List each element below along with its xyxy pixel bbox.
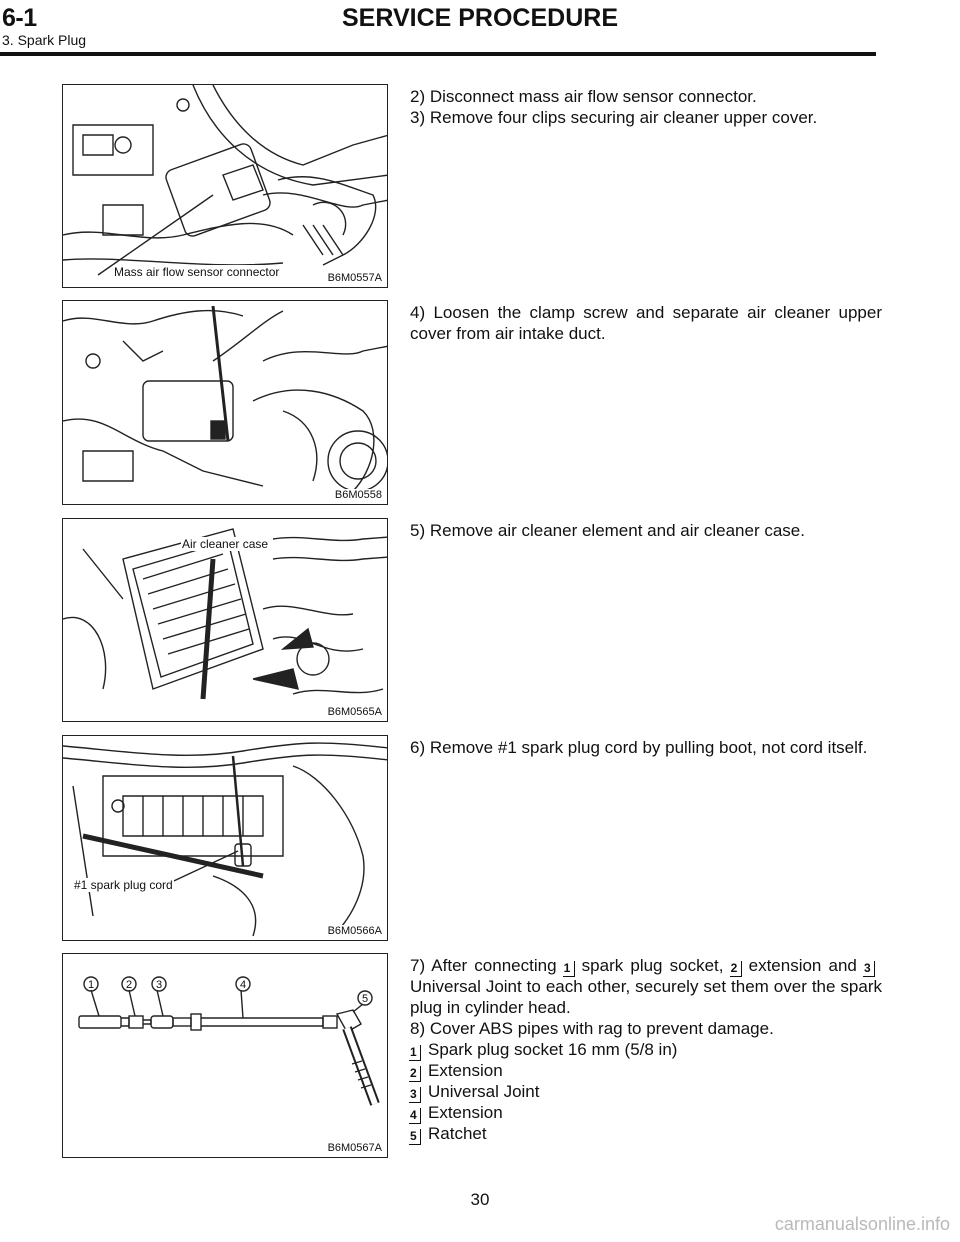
callout-number-icon: 1 bbox=[564, 961, 578, 976]
tool-label-1: 1 bbox=[87, 979, 95, 991]
tool-label-3: 3 bbox=[155, 979, 163, 991]
tool-label-5: 5 bbox=[361, 993, 369, 1005]
legend-label: Universal Joint bbox=[428, 1082, 540, 1101]
figure-air-cleaner-case bbox=[62, 518, 388, 722]
page-number: 30 bbox=[470, 1190, 490, 1209]
legend-item bbox=[410, 1123, 882, 1144]
figure-code: B6M0565A bbox=[327, 706, 382, 718]
callout-number-icon: 3 bbox=[410, 1087, 424, 1102]
legend-item bbox=[410, 1102, 882, 1123]
step-4 bbox=[410, 302, 882, 344]
legend-label: Extension bbox=[428, 1103, 503, 1122]
tool-label-4: 4 bbox=[239, 979, 247, 991]
legend-item bbox=[410, 1060, 882, 1081]
step-7-lead: 7) After connecting bbox=[410, 956, 557, 975]
figure-code: B6M0566A bbox=[327, 925, 382, 937]
step-6-text: 6) Remove #1 spark plug cord by pulling boot, not cord itself. bbox=[410, 738, 868, 757]
callout-spark-plug-cord: #1 spark plug cord bbox=[74, 878, 173, 892]
legend-item bbox=[410, 1039, 882, 1060]
step-7 bbox=[410, 955, 882, 1018]
step-8: 8) Cover ABS pipes with rag to prevent damage. bbox=[410, 1019, 774, 1038]
section-number: 6-1 bbox=[2, 4, 37, 32]
step-3: 3) Remove four clips securing air cleaner upper cover. bbox=[410, 108, 818, 127]
legend-label: Ratchet bbox=[428, 1124, 487, 1143]
steps-2-3 bbox=[410, 86, 882, 128]
engine-illustration-1 bbox=[63, 85, 388, 288]
legend-label: Spark plug socket 16 mm (5/8 in) bbox=[428, 1040, 678, 1059]
step-5 bbox=[410, 520, 882, 541]
figure-code: B6M0558 bbox=[334, 489, 382, 501]
page-title: SERVICE PROCEDURE bbox=[342, 4, 618, 32]
step-5-text: 5) Remove air cleaner element and air cleaner case. bbox=[410, 521, 805, 540]
callout-number-icon: 1 bbox=[410, 1045, 424, 1060]
callout-maf-connector: Mass air flow sensor connector bbox=[114, 265, 280, 279]
figure-code: B6M0567A bbox=[327, 1142, 382, 1154]
header-rule bbox=[0, 52, 876, 56]
callout-number-icon: 5 bbox=[410, 1129, 424, 1144]
watermark: carmanualsonline.info bbox=[774, 1214, 950, 1234]
legend-label: Extension bbox=[428, 1061, 503, 1080]
figure-maf-connector bbox=[62, 84, 388, 288]
figure-clamp-screw bbox=[62, 300, 388, 505]
step-6 bbox=[410, 737, 882, 758]
figure-tool-assembly bbox=[62, 953, 388, 1158]
step-7-text-2: extension and bbox=[748, 956, 857, 975]
callout-number-icon: 3 bbox=[864, 961, 878, 976]
callout-number-icon: 2 bbox=[731, 961, 745, 976]
figure-spark-plug-cord bbox=[62, 735, 388, 941]
callout-number-icon: 4 bbox=[410, 1108, 424, 1123]
tool-assembly-illustration bbox=[63, 954, 388, 1158]
figure-code: B6M0557A bbox=[327, 272, 382, 284]
step-7-text-1: spark plug socket, bbox=[581, 956, 724, 975]
engine-illustration-2 bbox=[63, 301, 388, 505]
step-7-text-3: Universal Joint to each other, securely set them over the spark plug in cylinder head. bbox=[410, 977, 882, 1017]
tool-label-2: 2 bbox=[125, 979, 133, 991]
engine-illustration-4 bbox=[63, 736, 388, 941]
callout-number-icon: 2 bbox=[410, 1066, 424, 1081]
legend-item bbox=[410, 1081, 882, 1102]
section-subtitle: 3. Spark Plug bbox=[2, 32, 87, 48]
step-2: 2) Disconnect mass air flow sensor connector. bbox=[410, 87, 757, 106]
steps-7-8 bbox=[410, 955, 882, 1144]
callout-air-cleaner-case: Air cleaner case bbox=[182, 537, 269, 551]
step-4-text: 4) Loosen the clamp screw and separate air cleaner upper cover from air intake duct. bbox=[410, 303, 882, 343]
